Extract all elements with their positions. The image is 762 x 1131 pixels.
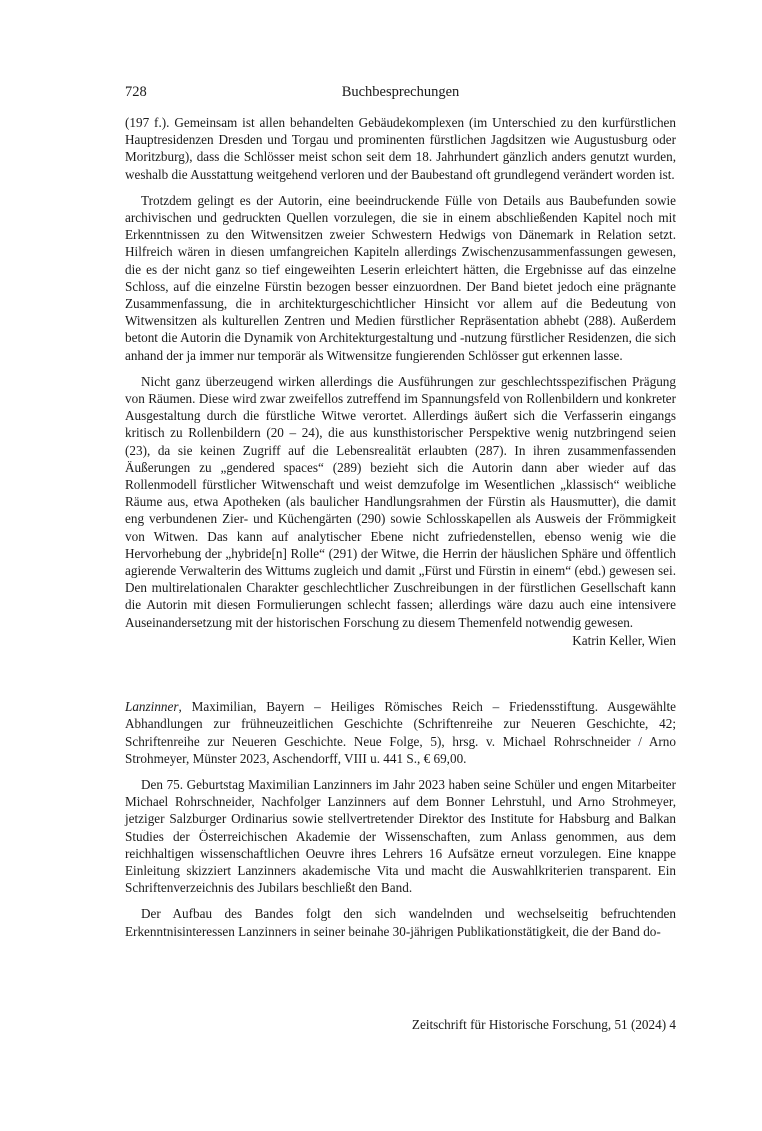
review2-author-surname: Lanzinner [125, 699, 179, 715]
page-footer: Zeitschrift für Historische Forschung, 51 (2024) 4 [411, 1017, 676, 1032]
review1-paragraph-2: Trotzdem gelingt es der Autorin, eine beeindruckende Fülle von Details aus Baubefunden sowie archivischen und gedruckten Quellen vorzulegen, die sie in einem abschließenden Kapitel noch mit Erkenntnissen zu den Witwensitzen zweier Schwestern Hedwigs von Dänemark in Relation setzt. Hilfreich wären in diesen umfangreichen Kapiteln allerdings Zwischenzusammenfassungen gewesen, die es der nicht ganz so tief eingeweihten Leserin erleichtert hätten, die Ergebnisse auf das einzelne Schloss, auf die einzelne Fürstin bezogen besser einzuordnen. Der Band bietet jedoch eine prägnante Zusammenfassung, die in architekturgeschichtlicher Hinsicht vor allem auf die Bedeutung von Witwensitzen als kulturellen Zentren und Medien fürstlicher Repräsentation abhebt (288). Außerdem betont die Autorin die Dynamik von Architekturgestaltung und -nutzung fürstlicher Residenzen, die sich anhand der ja immer nur temporär als Witwensitze fungierenden Schlösser gut erkennen lasse. [125, 192, 676, 363]
review2-paragraph-1: Den 75. Geburtstag Maximilian Lanzinners im Jahr 2023 haben seine Schüler und engen Mitarbeiter Michael Rohrschneider, Nachfolger Lanzinners auf dem Bonner Lehrstuhl, und Arno Strohmeyer, jetziger Salzburger Ordinarius sowie stellvertretender Direktor des Institute for Habsburg and Balkan Studies der Österreichischen Akademie der Wissenschaften, zum Anlass genommen, aus dem reichhaltigen wissenschaftlichen Oeuvre ihres Lehrers 16 Aufsätze erneut vorzulegen. Eine knappe Einleitung skizziert Lanzinners akademische Vita und macht die Auswahlkriterien transparent. Ein Schriftenverzeichnis des Jubilars beschließt den Band. [125, 776, 676, 896]
review1-paragraph-1: (197 f.). Gemeinsam ist allen behandelten Gebäudekomplexen (im Unterschied zu den kurfürstlichen Hauptresidenzen Dresden und Torgau und prominenten fürstlichen Jagdsitzen wie Augustusburg oder Moritzburg), dass die Schlösser meist schon seit dem 18. Jahrhundert gänzlich anders genutzt wurden, weshalb die Ausstattung weitgehend verloren und der Baubestand oft grundlegend verändert worden ist. [125, 115, 676, 182]
review2-bibliographic-entry [125, 698, 676, 767]
review1-signature: Katrin Keller, Wien [572, 632, 676, 648]
review2-paragraph-2: Der Aufbau des Bandes folgt den sich wandelnden und wechselseitig befruchtenden Erkenntnisinteressen Lanzinners in seiner beinahe 30-jährigen Publikationstätigkeit, die der Band do- [125, 906, 676, 939]
page-number: 728 [125, 84, 147, 100]
review2-citation: , Maximilian, Bayern – Heiliges Römisches Reich – Friedensstiftung. Ausgewählte Abhandlungen zur frühneuzeitlichen Geschichte (Schriftenreihe zur Neueren Geschichte, 42; Schriftenreihe zur Neueren Geschichte. Neue Folge, 5), hrsg. v. Michael Rohrschneider / Arno Strohmeyer, Münster 2023, Aschendorff, VIII u. 441 S., € 69,00. [125, 699, 676, 766]
body-text [125, 114, 676, 940]
review1-paragraph-3: Nicht ganz überzeugend wirken allerdings die Ausführungen zur geschlechtsspezifischen Prägung von Räumen. Diese wird zwar zweifellos zutreffend im Spannungsfeld von Rollenbildern und konkreter Ausgestaltung durch die fürstliche Witwe verortet. Allerdings äußert sich die Verfasserin eingangs kritisch zu Rollenbildern (20 – 24), die aus kunsthistorischer Perspektive wenig nutzbringend seien (23), da sie keinen Zugriff auf die Lebensrealität erlaubten (287). In ihren zusammenfassenden Äußerungen zu „gendered spaces“ (289) bezieht sich die Autorin dann aber wieder auf das Rollenmodell fürstlicher Witwenschaft und weist demzufolge im Wesentlichen „klassisch“ weibliche Räume aus, etwa Apotheken (als baulicher Handlungsrahmen der Fürstin als Hausmutter), die damit eng verbundenen Zier- und Küchengärten (290) sowie Schlosskapellen als Ausweis der Frömmigkeit von Witwen. Das kann auf analytischer Ebene nicht zufriedenstellen, ebenso wenig wie die Hervorhebung der „hybride[n] Rolle“ (291) der Witwe, die Herrin der häuslichen Sphäre und öffentlich agierende Verwalterin des Wittums zugleich und damit „Fürst und Fürstin in einem“ (ebd.) gewesen sei. Den multirelationalen Charakter geschlechtlicher Zuschreibungen in der fürstlichen Gesellschaft kann die Autorin mit diesen Formulierungen schlecht fassen; allerdings wäre dazu auch eine intensivere Auseinandersetzung mit der historischen Forschung zu diesem Themenfeld notwendig gewesen. [125, 373, 676, 630]
page-header [125, 82, 676, 102]
running-head: Buchbesprechungen [341, 84, 460, 100]
